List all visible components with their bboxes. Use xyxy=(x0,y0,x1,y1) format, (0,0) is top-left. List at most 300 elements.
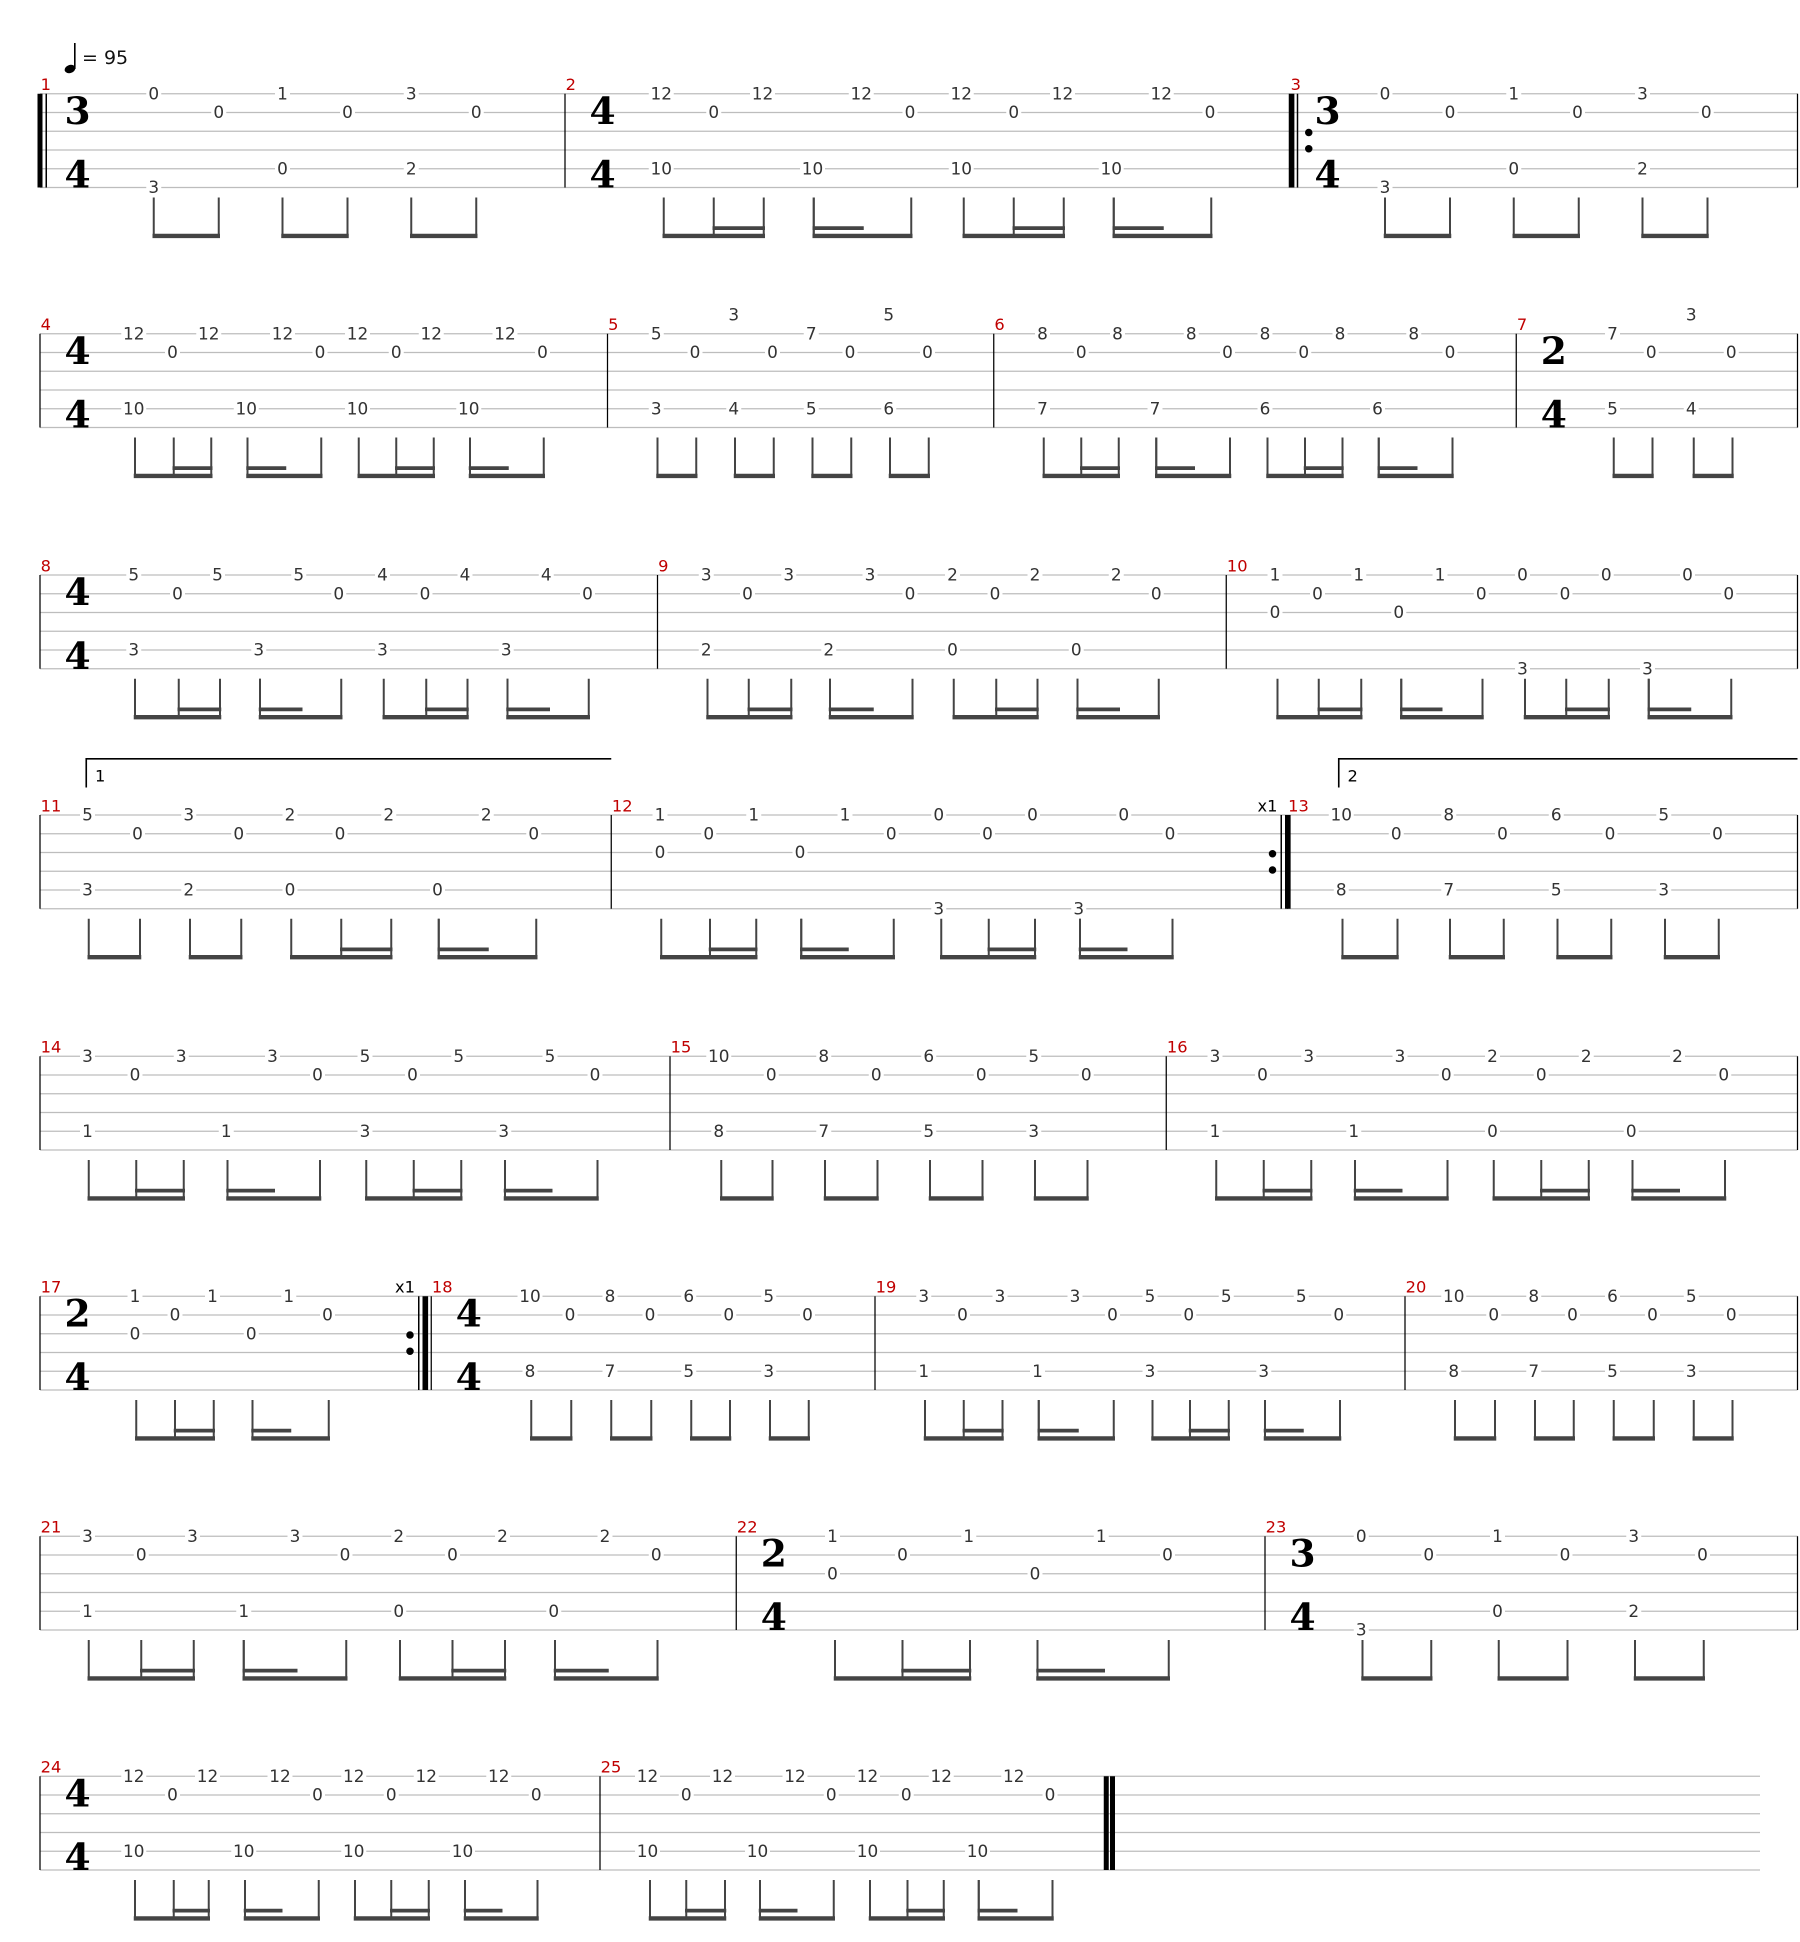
fret-number: 0 xyxy=(723,1304,735,1325)
fret-number: 0 xyxy=(1107,1304,1118,1325)
beam-secondary xyxy=(901,1669,971,1673)
beam xyxy=(1641,234,1709,238)
fret-number: 0 xyxy=(129,1064,141,1085)
fret-number: 8 xyxy=(1335,879,1347,900)
beam xyxy=(1613,1436,1656,1440)
fret-number: 12 xyxy=(346,323,369,344)
fret-number: 0 xyxy=(385,1784,397,1805)
fret-number: 0 xyxy=(1700,102,1712,123)
beam-secondary xyxy=(1189,1429,1230,1433)
beam-secondary xyxy=(906,1909,945,1913)
time-signature-top: 3 xyxy=(64,88,91,133)
beam xyxy=(290,955,393,959)
fret-number: 1 xyxy=(654,804,666,825)
beam xyxy=(88,1676,196,1680)
fret-number: 8 xyxy=(1037,323,1048,344)
fret-number: 3 xyxy=(500,639,512,660)
fret-number: 0 xyxy=(1492,1600,1503,1621)
fret-number: 0 xyxy=(1697,1544,1708,1565)
beam-secondary xyxy=(1013,226,1066,230)
fret-number: 3 xyxy=(650,398,662,419)
measure-1 xyxy=(38,75,484,238)
system-7 xyxy=(40,1518,1798,1681)
fret-number: 12 xyxy=(271,323,294,344)
fret-number: 3 xyxy=(994,1285,1006,1306)
beam-secondary xyxy=(1036,1669,1105,1673)
fret-number: 10 xyxy=(235,398,257,419)
fret-number: 3 xyxy=(918,1285,930,1306)
beam xyxy=(1648,715,1733,719)
fret-number: 3 xyxy=(1209,1045,1221,1066)
beam-secondary xyxy=(1354,1189,1403,1193)
fret-number: 1 xyxy=(1492,1525,1503,1546)
measure-number: 8 xyxy=(40,556,51,576)
beam xyxy=(243,1676,348,1680)
fret-number: 5 xyxy=(683,1360,695,1381)
beam xyxy=(1151,1436,1230,1440)
fret-number: 8 xyxy=(1408,323,1420,344)
fret-number: 1 xyxy=(1209,1120,1221,1141)
fret-number: 0 xyxy=(1075,342,1087,363)
beam xyxy=(365,1196,463,1200)
fret-number: 3 xyxy=(1028,1120,1040,1141)
fret-number: 0 xyxy=(904,583,916,604)
beam xyxy=(1034,1196,1089,1200)
fret-number: 3 xyxy=(253,639,265,660)
fret-number: 8 xyxy=(818,1045,830,1066)
fret-number: 0 xyxy=(1517,564,1528,585)
beam xyxy=(134,715,222,719)
beam-secondary xyxy=(988,948,1037,952)
fret-number: 0 xyxy=(314,342,326,363)
beam-secondary xyxy=(1318,708,1363,712)
fret-number: 0 xyxy=(904,102,916,123)
repeat-count: x1 xyxy=(1257,796,1278,816)
fret-number: 0 xyxy=(530,1784,542,1805)
beam xyxy=(978,1916,1054,1920)
beam xyxy=(281,234,349,238)
beam xyxy=(924,1436,1004,1440)
beam-secondary xyxy=(464,1909,503,1913)
time-signature-top: 3 xyxy=(1289,1531,1316,1576)
fret-number: 1 xyxy=(748,804,760,825)
fret-number: 2 xyxy=(1110,564,1122,585)
beam-secondary xyxy=(995,708,1039,712)
fret-number: 0 xyxy=(1008,102,1020,123)
time-signature-top: 2 xyxy=(1540,328,1567,373)
measure-2 xyxy=(565,75,1218,238)
fret-number: 2 xyxy=(599,1525,611,1546)
measure-number: 14 xyxy=(40,1037,62,1057)
beam-secondary xyxy=(1263,1189,1313,1193)
fret-number: 7 xyxy=(805,323,817,344)
fret-number: 3 xyxy=(82,879,93,900)
beam-secondary xyxy=(748,708,793,712)
fret-number: 0 xyxy=(245,1323,257,1344)
fret-number: 3 xyxy=(1394,1045,1406,1066)
fret-number: 6 xyxy=(1607,1285,1618,1306)
fret-number: 0 xyxy=(1712,823,1723,844)
fret-number: 2 xyxy=(1672,1045,1683,1066)
beam xyxy=(940,955,1036,959)
beam-secondary xyxy=(504,1189,553,1193)
beam-secondary xyxy=(413,1189,463,1193)
volta-bracket xyxy=(1339,759,1798,788)
fret-number: 10 xyxy=(708,1045,730,1066)
fret-number: 0 xyxy=(1222,342,1233,363)
fret-number: 0 xyxy=(1508,158,1520,179)
fret-number: 0 xyxy=(312,1064,323,1085)
fret-number: 12 xyxy=(850,83,872,104)
fret-number: 3 xyxy=(700,564,712,585)
fret-number: 5 xyxy=(1658,804,1670,825)
beam-secondary xyxy=(438,948,489,952)
fret-number: 5 xyxy=(212,564,223,585)
beam xyxy=(829,715,914,719)
fret-number: 5 xyxy=(128,564,140,585)
measure-15 xyxy=(670,1038,1094,1201)
beam xyxy=(1693,474,1734,478)
fret-number: 12 xyxy=(711,1765,734,1786)
system-5 xyxy=(40,1038,1798,1201)
fret-number: 3 xyxy=(1073,898,1085,919)
fret-number: 8 xyxy=(1448,1360,1460,1381)
beam-secondary xyxy=(800,948,849,952)
beam xyxy=(690,1436,731,1440)
measure-number: 6 xyxy=(994,315,1005,334)
beam xyxy=(1513,234,1581,238)
fret-number: 6 xyxy=(1259,398,1271,419)
fret-number: 3 xyxy=(1685,304,1697,325)
fret-number: 5 xyxy=(1144,1285,1156,1306)
fret-number: 3 xyxy=(728,304,740,325)
final-bar-thick xyxy=(1110,1776,1115,1870)
time-signature-bottom: 4 xyxy=(1289,1595,1316,1640)
beam xyxy=(1664,955,1720,959)
fret-number: 1 xyxy=(1434,564,1446,585)
fret-number: 1 xyxy=(827,1525,838,1546)
measure-23 xyxy=(1265,1518,1798,1681)
fret-number: 0 xyxy=(1559,583,1571,604)
fret-number: 0 xyxy=(885,823,897,844)
fret-number: 3 xyxy=(763,1360,775,1381)
measure-number: 22 xyxy=(736,1517,758,1537)
measure-14 xyxy=(40,1038,603,1201)
fret-number: 12 xyxy=(1051,83,1074,104)
fret-number: 0 xyxy=(1444,102,1456,123)
fret-number: 1 xyxy=(82,1120,93,1141)
fret-number: 5 xyxy=(544,1045,556,1066)
measure-number: 1 xyxy=(40,75,51,95)
repeat-dot xyxy=(1269,850,1277,858)
fret-number: 1 xyxy=(82,1600,93,1621)
fret-number: 0 xyxy=(312,1784,323,1805)
fret-number: 0 xyxy=(982,823,993,844)
fret-number: 0 xyxy=(1044,1784,1056,1805)
fret-number: 0 xyxy=(1333,1304,1345,1325)
fret-number: 10 xyxy=(123,398,145,419)
beam-secondary xyxy=(451,1669,506,1673)
measure-19 xyxy=(875,1278,1346,1441)
fret-number: 3 xyxy=(175,1045,187,1066)
fret-number: 3 xyxy=(289,1525,301,1546)
beam xyxy=(259,715,343,719)
fret-number: 0 xyxy=(1645,342,1657,363)
time-signature-bottom: 4 xyxy=(64,392,91,437)
fret-number: 0 xyxy=(1497,823,1508,844)
tempo-bpm: = 95 xyxy=(82,47,129,69)
fret-number: 1 xyxy=(129,1285,141,1306)
beam xyxy=(383,715,469,719)
fret-number: 2 xyxy=(284,804,296,825)
fret-number: 3 xyxy=(1637,83,1648,104)
measure-number: 15 xyxy=(670,1037,692,1057)
fret-number: 7 xyxy=(1528,1360,1540,1381)
fret-number: 5 xyxy=(650,323,662,344)
beam-secondary xyxy=(759,1909,798,1913)
beam xyxy=(1036,1676,1170,1680)
fret-number: 4 xyxy=(728,398,740,419)
fret-number: 0 xyxy=(1183,1304,1195,1325)
fret-number: 10 xyxy=(650,158,672,179)
fret-number: 0 xyxy=(1150,583,1162,604)
fret-number: 3 xyxy=(1628,1525,1640,1546)
measure-number: 12 xyxy=(611,796,633,816)
beam xyxy=(1454,1436,1497,1440)
time-signature-top: 4 xyxy=(64,328,91,373)
beam xyxy=(246,474,322,478)
fret-number: 0 xyxy=(582,583,593,604)
beam xyxy=(134,474,213,478)
fret-number: 0 xyxy=(277,158,288,179)
fret-number: 8 xyxy=(1185,323,1197,344)
fret-number: 2 xyxy=(947,564,958,585)
fret-number: 0 xyxy=(654,842,666,863)
fret-number: 5 xyxy=(1685,1285,1697,1306)
fret-number: 8 xyxy=(1528,1285,1540,1306)
measure-9 xyxy=(658,556,1164,719)
beam xyxy=(1378,474,1454,478)
fret-number: 4 xyxy=(1685,398,1697,419)
time-signature-top: 4 xyxy=(589,88,616,133)
fret-number: 3 xyxy=(359,1120,371,1141)
volta-label: 2 xyxy=(1347,766,1358,786)
fret-number: 0 xyxy=(1379,83,1391,104)
fret-number: 12 xyxy=(196,1765,219,1786)
measure-number: 10 xyxy=(1226,556,1248,576)
measure-12 xyxy=(611,796,1290,959)
fret-number: 0 xyxy=(1572,102,1583,123)
fret-number: 3 xyxy=(1355,1619,1367,1640)
beam xyxy=(530,1436,573,1440)
fret-number: 3 xyxy=(183,804,195,825)
fret-number: 0 xyxy=(1269,602,1281,623)
beam xyxy=(504,1196,599,1200)
measure-21 xyxy=(40,1518,664,1681)
fret-number: 10 xyxy=(801,158,824,179)
time-signature-top: 2 xyxy=(64,1291,91,1336)
fret-number: 3 xyxy=(128,639,140,660)
beam xyxy=(1613,474,1654,478)
fret-number: 2 xyxy=(405,158,417,179)
fret-number: 1 xyxy=(1348,1120,1360,1141)
beam xyxy=(506,715,590,719)
measure-8 xyxy=(40,556,595,719)
fret-number: 4 xyxy=(459,564,471,585)
fret-number: 6 xyxy=(923,1045,935,1066)
fret-number: 0 xyxy=(933,804,945,825)
fret-number: 5 xyxy=(1607,1360,1618,1381)
volta-1 xyxy=(86,759,611,788)
repeat-dot xyxy=(406,1348,414,1356)
measure-number: 23 xyxy=(1265,1517,1287,1537)
fret-number: 12 xyxy=(650,83,672,104)
beam-secondary xyxy=(178,708,222,712)
fret-number: 3 xyxy=(1144,1360,1156,1381)
fret-number: 8 xyxy=(604,1285,616,1306)
beam-secondary xyxy=(829,708,874,712)
fret-number: 0 xyxy=(333,583,345,604)
beam-secondary xyxy=(1264,1429,1304,1433)
measure-number: 17 xyxy=(40,1277,62,1297)
fret-number: 5 xyxy=(1220,1285,1232,1306)
thick-barline xyxy=(38,94,43,188)
beam xyxy=(358,474,436,478)
beam-secondary xyxy=(1155,466,1195,470)
fret-number: 2 xyxy=(480,804,492,825)
fret-number: 2 xyxy=(383,804,395,825)
beam xyxy=(963,234,1066,238)
fret-number: 12 xyxy=(123,1765,145,1786)
beam-secondary xyxy=(685,1909,726,1913)
measure-number: 7 xyxy=(1516,315,1528,334)
fret-number: 0 xyxy=(1567,1304,1578,1325)
beam xyxy=(610,1436,653,1440)
beam xyxy=(1076,715,1160,719)
fret-number: 10 xyxy=(746,1840,769,1861)
measure-number: 13 xyxy=(1288,796,1309,816)
system-3 xyxy=(40,556,1798,719)
fret-number: 3 xyxy=(1069,1285,1081,1306)
measure-22 xyxy=(736,1518,1175,1681)
fret-number: 0 xyxy=(1257,1064,1268,1085)
beam-secondary xyxy=(1113,226,1164,230)
fret-number: 12 xyxy=(1150,83,1172,104)
measure-number: 25 xyxy=(600,1757,622,1777)
fret-number: 0 xyxy=(419,583,431,604)
beam xyxy=(1400,715,1484,719)
fret-number: 1 xyxy=(283,1285,295,1306)
fret-number: 12 xyxy=(123,323,145,344)
fret-number: 0 xyxy=(827,1563,838,1584)
fret-number: 12 xyxy=(198,323,220,344)
fret-number: 0 xyxy=(825,1784,837,1805)
measure-10 xyxy=(1226,556,1797,719)
fret-number: 0 xyxy=(1118,804,1130,825)
fret-number: 12 xyxy=(930,1765,952,1786)
fret-number: 0 xyxy=(564,1304,576,1325)
fret-number: 8 xyxy=(1112,323,1123,344)
beam xyxy=(554,1676,659,1680)
fret-number: 0 xyxy=(1604,823,1616,844)
fret-number: 0 xyxy=(1162,1544,1173,1565)
fret-number: 1 xyxy=(839,804,851,825)
beam xyxy=(1341,955,1399,959)
beam-secondary xyxy=(1648,708,1692,712)
fret-number: 0 xyxy=(767,342,778,363)
beam xyxy=(1079,955,1174,959)
measure-number: 5 xyxy=(608,315,619,334)
fret-number: 0 xyxy=(548,1600,560,1621)
fret-number: 1 xyxy=(1269,564,1281,585)
fret-number: 0 xyxy=(213,102,225,123)
fret-number: 7 xyxy=(818,1120,830,1141)
beam xyxy=(1493,1196,1591,1200)
measure-number: 16 xyxy=(1166,1037,1188,1057)
fret-number: 0 xyxy=(708,102,720,123)
fret-number: 0 xyxy=(897,1544,908,1565)
final-bar-thick xyxy=(1104,1776,1109,1870)
beam xyxy=(1498,1676,1569,1680)
beam xyxy=(1215,1196,1313,1200)
fret-number: 5 xyxy=(923,1120,935,1141)
fret-number: 3 xyxy=(405,83,417,104)
fret-number: 7 xyxy=(1037,398,1048,419)
fret-number: 0 xyxy=(167,1784,178,1805)
beam xyxy=(834,1676,972,1680)
beam xyxy=(438,955,538,959)
fret-number: 0 xyxy=(794,842,806,863)
beam xyxy=(134,1916,210,1920)
fret-number: 1 xyxy=(1353,564,1365,585)
fret-number: 2 xyxy=(497,1525,508,1546)
fret-number: 0 xyxy=(334,823,346,844)
measure-16 xyxy=(1166,1038,1797,1201)
fret-number: 10 xyxy=(346,398,369,419)
fret-number: 7 xyxy=(1443,879,1455,900)
beam xyxy=(824,1196,879,1200)
volta-label: 1 xyxy=(95,766,106,786)
beam-secondary xyxy=(978,1909,1018,1913)
measure-number: 3 xyxy=(1290,75,1301,95)
fret-number: 2 xyxy=(700,639,712,660)
fret-number: 2 xyxy=(1487,1045,1498,1066)
fret-number: 10 xyxy=(1100,158,1122,179)
fret-number: 0 xyxy=(680,1784,692,1805)
beam xyxy=(1631,1196,1726,1200)
fret-number: 0 xyxy=(1444,342,1456,363)
fret-number: 3 xyxy=(498,1120,510,1141)
fret-number: 12 xyxy=(420,323,442,344)
fret-number: 12 xyxy=(415,1765,437,1786)
measure-number: 9 xyxy=(658,556,669,576)
beam xyxy=(226,1196,321,1200)
time-signature-top: 4 xyxy=(64,1771,91,1816)
beam xyxy=(354,1916,430,1920)
beam-secondary xyxy=(140,1669,195,1673)
fret-number: 3 xyxy=(267,1045,278,1066)
fret-number: 12 xyxy=(494,323,516,344)
measure-18 xyxy=(431,1278,815,1441)
fret-number: 0 xyxy=(284,879,296,900)
fret-number: 5 xyxy=(1295,1285,1307,1306)
repeat-dot xyxy=(406,1331,414,1339)
fret-number: 3 xyxy=(1517,658,1528,679)
fret-number: 0 xyxy=(742,583,753,604)
fret-number: 0 xyxy=(148,83,160,104)
fret-number: 0 xyxy=(975,1064,987,1085)
fret-number: 5 xyxy=(805,398,817,419)
